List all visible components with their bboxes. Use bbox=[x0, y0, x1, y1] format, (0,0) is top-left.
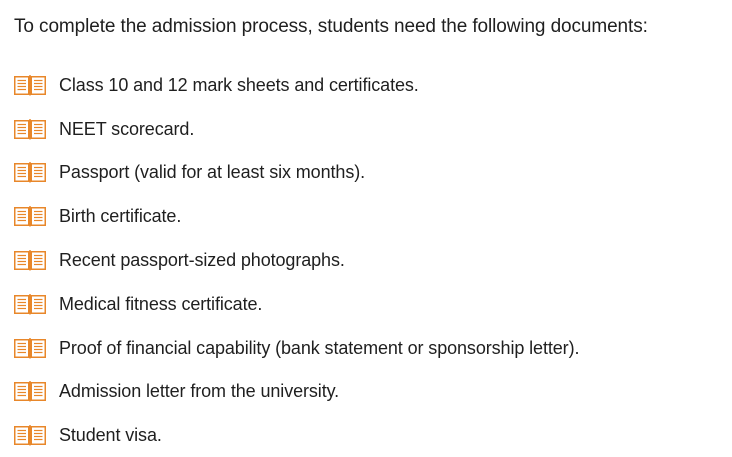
list-item bbox=[14, 151, 732, 195]
list-item bbox=[14, 326, 732, 370]
intro-text: To complete the admission process, students need the following documents: bbox=[14, 16, 648, 37]
open-book-icon bbox=[14, 337, 46, 359]
list-item-label: Medical fitness certificate. bbox=[59, 293, 263, 314]
list-item-label: Birth certificate. bbox=[59, 206, 182, 227]
list-item bbox=[14, 63, 732, 107]
open-book-icon bbox=[14, 380, 46, 402]
required-documents-list bbox=[14, 63, 732, 457]
list-item bbox=[14, 282, 732, 326]
list-item bbox=[14, 370, 732, 414]
open-book-icon bbox=[14, 118, 46, 140]
list-item bbox=[14, 413, 732, 457]
list-item-label: Student visa. bbox=[59, 425, 162, 446]
open-book-icon bbox=[14, 161, 46, 183]
list-item bbox=[14, 107, 732, 151]
list-item-label: NEET scorecard. bbox=[59, 118, 195, 139]
open-book-icon bbox=[14, 424, 46, 446]
list-item-label: Class 10 and 12 mark sheets and certificates. bbox=[59, 74, 419, 95]
open-book-icon bbox=[14, 205, 46, 227]
list-item-label: Proof of financial capability (bank statement or sponsorship letter). bbox=[59, 337, 580, 358]
open-book-icon bbox=[14, 249, 46, 271]
list-item-label: Passport (valid for at least six months). bbox=[59, 162, 366, 183]
open-book-icon bbox=[14, 74, 46, 96]
open-book-icon bbox=[14, 293, 46, 315]
list-item bbox=[14, 238, 732, 282]
list-item-label: Recent passport-sized photographs. bbox=[59, 250, 345, 271]
list-item-label: Admission letter from the university. bbox=[59, 381, 340, 402]
list-item bbox=[14, 194, 732, 238]
